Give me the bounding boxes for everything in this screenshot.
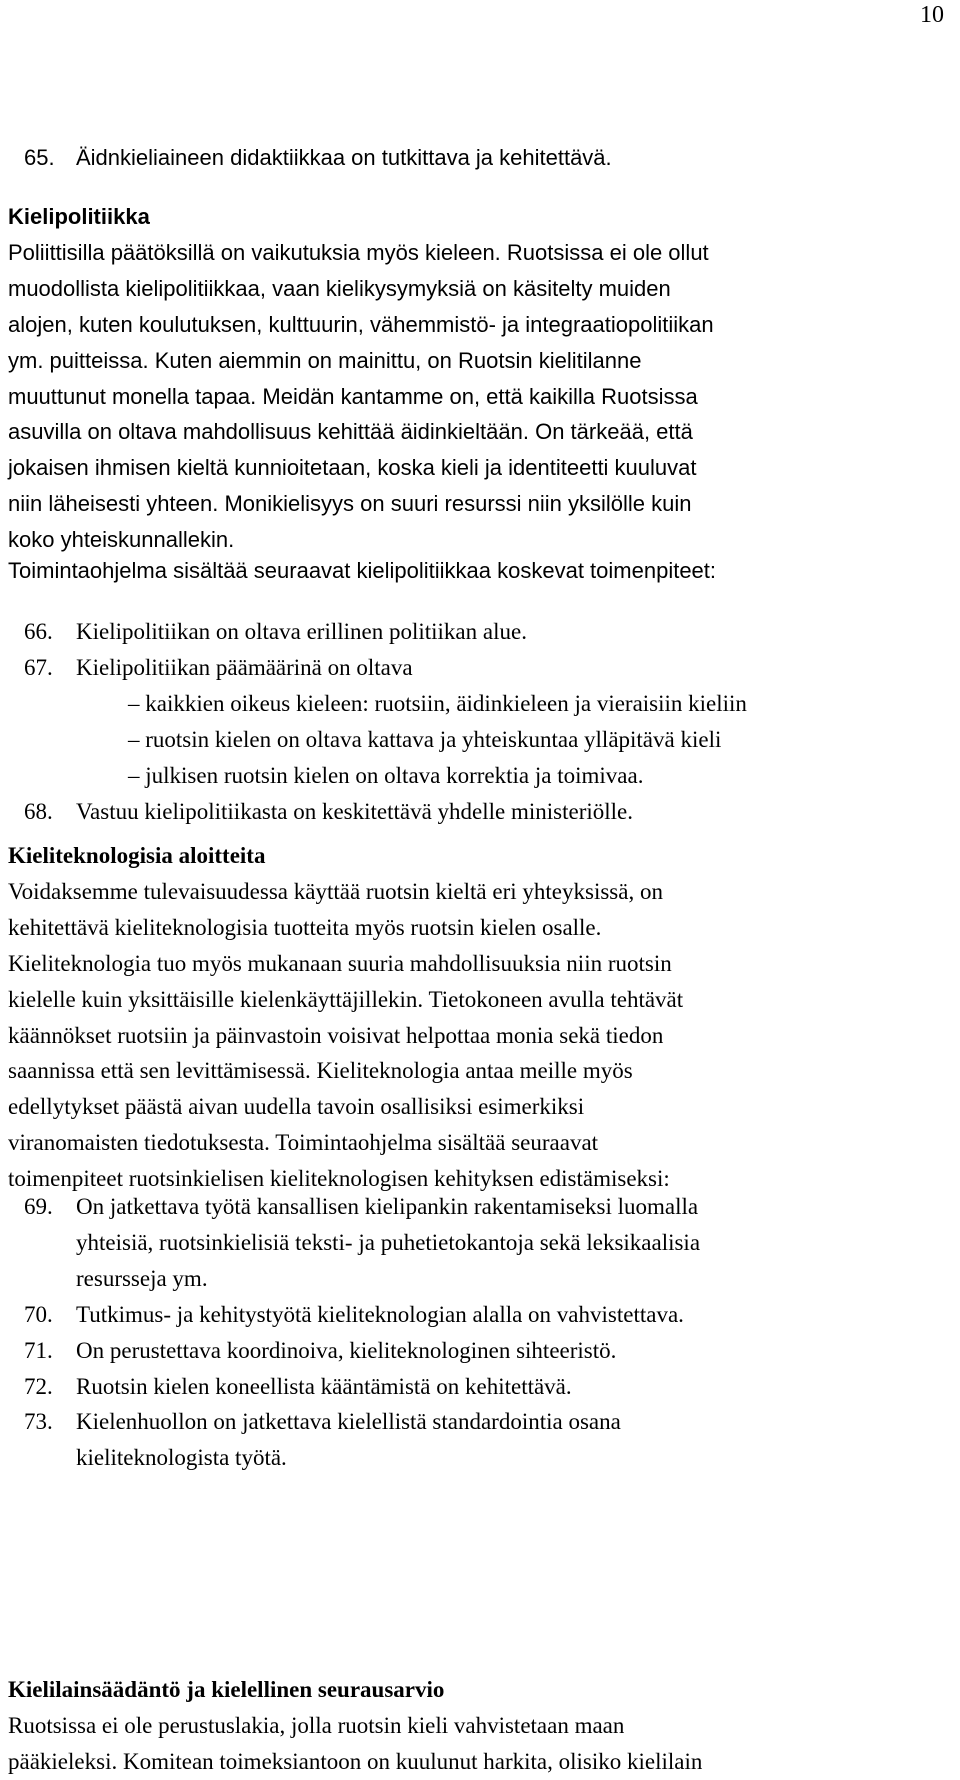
section-kielilainsaadanto — [8, 1672, 948, 1780]
list-number: 69. — [24, 1194, 53, 1219]
section-kielipolitiikka — [8, 199, 948, 558]
paragraph-line: Voidaksemme tulevaisuudessa käyttää ruotsin kieltä eri yhteyksissä, on — [8, 878, 663, 904]
paragraph-line: koko yhteiskunnallekin. — [8, 527, 235, 553]
list-number: 66. — [24, 619, 53, 644]
list-text: Äidnkieliaineen didaktiikkaa on tutkittava ja kehitettävä. — [76, 145, 612, 170]
paragraph-line: ym. puitteissa. Kuten aiemmin on mainittu, on Ruotsin kielitilanne — [8, 347, 642, 373]
paragraph-line: muuttunut monella tapaa. Meidän kantamme on, että kaikilla Ruotsissa — [8, 383, 698, 409]
list-item-65 — [24, 140, 960, 176]
list-text: Ruotsin kielen koneellista kääntämistä on kehitettävä. — [76, 1373, 572, 1399]
paragraph-line: Poliittisilla päätöksillä on vaikutuksia myös kieleen. Ruotsissa ei ole ollut — [8, 239, 709, 265]
paragraph-line: muodollista kielipolitiikkaa, vaan kielikysymyksiä on käsitelty muiden — [8, 275, 671, 301]
list-text: Kielipolitiikan päämäärinä on oltava — [76, 654, 413, 680]
paragraph-line: Kieliteknologia tuo myös mukanaan suuria mahdollisuuksia niin ruotsin — [8, 950, 672, 976]
list-continuation: kieliteknologista työtä. — [76, 1445, 287, 1471]
paragraph-line: kielelle kuin yksittäisille kielenkäyttäjillekin. Tietokoneen avulla tehtävät — [8, 986, 684, 1012]
list-number: 68. — [24, 798, 53, 824]
list-text: Tutkimus- ja kehitystyötä kieliteknologian alalla on vahvistettava. — [76, 1301, 684, 1327]
paragraph-line: asuvilla on oltava mahdollisuus kehittää äidinkieltään. On tärkeää, että — [8, 419, 693, 445]
paragraph-line: jokaisen ihmisen kieltä kunnioitetaan, koska kieli ja identiteetti kuuluvat — [8, 455, 697, 481]
kieliteknologia-list — [24, 1189, 960, 1476]
list-number: 71. — [24, 1337, 53, 1363]
dash-item: – ruotsin kielen on oltava kattava ja yhteiskuntaa ylläpitävä kieli — [128, 726, 722, 752]
measures-intro: Toimintaohjelma sisältää seuraavat kielipolitiikkaa koskevat toimenpiteet: — [8, 558, 717, 583]
list-item-66 — [24, 614, 960, 650]
list-item-71 — [24, 1333, 960, 1369]
list-text: Vastuu kielipolitiikasta on keskitettävä yhdelle ministeriölle. — [76, 798, 633, 824]
paragraph-line: kehitettävä kieliteknologisia tuotteita myös ruotsin kielen osalle. — [8, 914, 602, 940]
list-item-68 — [24, 794, 960, 830]
list-continuation: yhteisiä, ruotsinkielisiä teksti- ja puhetietokantoja sekä leksikaalisia — [76, 1229, 701, 1255]
list-number: 72. — [24, 1373, 53, 1399]
list-item-73 — [24, 1404, 960, 1440]
page-number: 10 — [920, 2, 944, 28]
list-text: Kielipolitiikan on oltava erillinen politiikan alue. — [76, 619, 527, 644]
section-heading: Kielipolitiikka — [8, 204, 150, 229]
paragraph-line: edellytykset päästä aivan uudella tavoin osallisiksi esimerkiksi — [8, 1094, 585, 1120]
paragraph-line: käännökset ruotsiin ja päinvastoin voisivat helpottaa monia sekä tiedon — [8, 1022, 664, 1048]
paragraph-line: saannissa että sen levittämisessä. Kieliteknologia antaa meille myös — [8, 1058, 633, 1084]
paragraph-line: viranomaisten tiedotuksesta. Toimintaohjelma sisältää seuraavat — [8, 1130, 599, 1156]
kielipolitiikka-list — [24, 614, 960, 829]
paragraph-line: pääkieleksi. Komitean toimeksiantoon on kuulunut harkita, olisiko kielilain — [8, 1748, 703, 1774]
section-heading: Kieliteknologisia aloitteita — [8, 843, 266, 868]
dash-item: – julkisen ruotsin kielen on oltava korrektia ja toimivaa. — [128, 762, 644, 788]
section-kieliteknologia — [8, 838, 948, 1197]
section-heading: Kielilainsäädäntö ja kielellinen seurausarvio — [8, 1677, 445, 1702]
list-text: On jatkettava työtä kansallisen kielipankin rakentamiseksi luomalla — [76, 1194, 699, 1219]
list-number: 67. — [24, 654, 53, 680]
paragraph-line: niin läheisesti yhteen. Monikielisyys on suuri resurssi niin yksilölle kuin — [8, 491, 692, 517]
list-continuation: resursseja ym. — [76, 1265, 208, 1291]
list-item-70 — [24, 1297, 960, 1333]
list-number: 65. — [24, 145, 55, 170]
paragraph-line: alojen, kuten koulutuksen, kulttuurin, vähemmistö- ja integraatiopolitiikan — [8, 311, 714, 337]
paragraph-line: Ruotsissa ei ole perustuslakia, jolla ruotsin kieli vahvistetaan maan — [8, 1712, 625, 1738]
list-item-72 — [24, 1369, 960, 1405]
paragraph-line: toimenpiteet ruotsinkielisen kieliteknologisen kehityksen edistämiseksi: — [8, 1166, 670, 1192]
list-text: Kielenhuollon on jatkettava kielellistä standardointia osana — [76, 1409, 621, 1435]
dash-item: – kaikkien oikeus kieleen: ruotsiin, äidinkieleen ja vieraisiin kieliin — [128, 690, 747, 716]
list-number: 70. — [24, 1301, 53, 1327]
list-item-67 — [24, 650, 960, 686]
list-number: 73. — [24, 1409, 53, 1435]
list-text: On perustettava koordinoiva, kieliteknologinen sihteeristö. — [76, 1337, 617, 1363]
list-item-69 — [24, 1189, 960, 1225]
